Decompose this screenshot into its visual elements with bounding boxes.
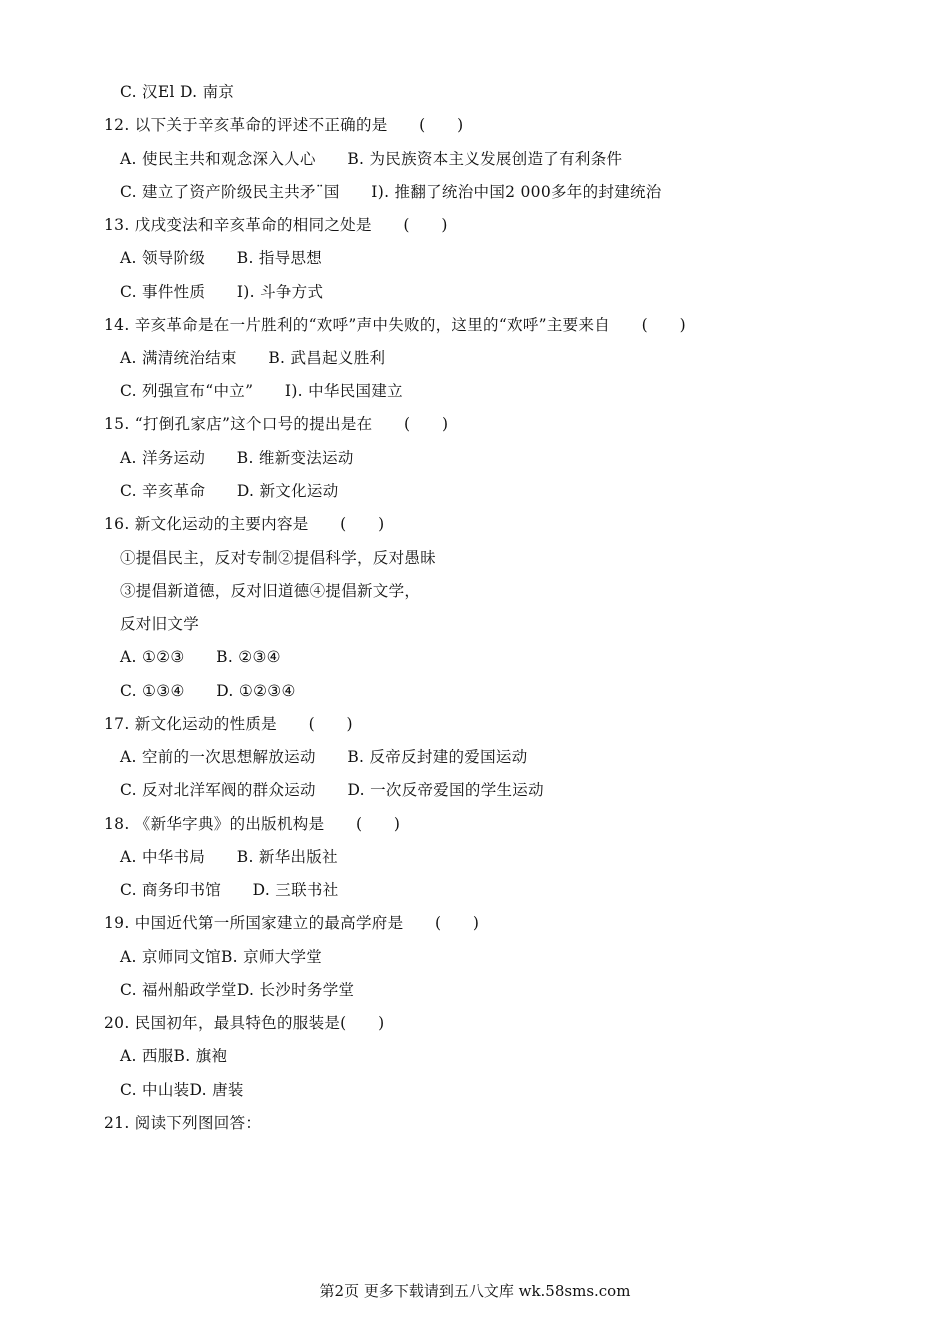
q14-options-ab: A. 满清统治结束 B. 武昌起义胜利 — [120, 349, 386, 367]
q11-options-cd: C. 汉El D. 南京 — [120, 83, 235, 101]
q12-options-ab: A. 使民主共和观念深入人心 B. 为民族资本主义发展创造了有利条件 — [120, 150, 623, 168]
q20-options-ab: A. 西服B. 旗袍 — [120, 1047, 228, 1065]
q13-options-cd: C. 事件性质 I). 斗争方式 — [120, 283, 324, 301]
question-14: 14. 辛亥革命是在一片胜利的“欢呼”声中失败的，这里的“欢呼”主要来自 ( ) — [104, 316, 686, 334]
question-18: 18. 《新华字典》的出版机构是 ( ) — [104, 815, 401, 833]
q17-options-cd: C. 反对北洋军阀的群众运动 D. 一次反帝爱国的学生运动 — [120, 781, 544, 799]
q13-options-ab: A. 领导阶级 B. 指导思想 — [120, 249, 323, 267]
q16-statement-1-2: ①提倡民主，反对专制②提倡科学，反对愚昧 — [120, 549, 437, 567]
question-12: 12. 以下关于辛亥革命的评述不正确的是 ( ) — [104, 116, 464, 134]
q20-options-cd: C. 中山装D. 唐装 — [120, 1081, 244, 1099]
question-17: 17. 新文化运动的性质是 ( ) — [104, 715, 353, 733]
question-16: 16. 新文化运动的主要内容是 ( ) — [104, 515, 385, 533]
question-19: 19. 中国近代第一所国家建立的最高学府是 ( ) — [104, 914, 480, 932]
question-20: 20. 民国初年，最具特色的服装是( ) — [104, 1014, 385, 1032]
q16-statement-3-4: ③提倡新道德，反对旧道德④提倡新文学， — [120, 582, 421, 600]
q15-options-ab: A. 洋务运动 B. 维新变法运动 — [120, 449, 354, 467]
q19-options-ab: A. 京师同文馆B. 京师大学堂 — [120, 948, 323, 966]
q14-options-cd: C. 列强宣布“中立” I). 中华民国建立 — [120, 382, 403, 400]
q19-options-cd: C. 福州船政学堂D. 长沙时务学堂 — [120, 981, 355, 999]
q12-options-cd: C. 建立了资产阶级民主共矛¨国 I). 推翻了统治中国2 000多年的封建统治 — [120, 183, 662, 201]
q18-options-cd: C. 商务印书馆 D. 三联书社 — [120, 881, 339, 899]
q17-options-ab: A. 空前的一次思想解放运动 B. 反帝反封建的爱国运动 — [120, 748, 528, 766]
question-13: 13. 戊戌变法和辛亥革命的相同之处是 ( ) — [104, 216, 448, 234]
q15-options-cd: C. 辛亥革命 D. 新文化运动 — [120, 482, 339, 500]
question-21: 21. 阅读下列图回答： — [104, 1114, 262, 1132]
page-footer: 第2页 更多下载请到五八文库 wk.58sms.com — [319, 1282, 631, 1300]
q18-options-ab: A. 中华书局 B. 新华出版社 — [120, 848, 338, 866]
q16-options-cd: C. ①③④ D. ①②③④ — [120, 682, 296, 700]
question-15: 15. “打倒孔家店”这个口号的提出是在 ( ) — [104, 415, 449, 433]
q16-options-ab: A. ①②③ B. ②③④ — [120, 648, 281, 666]
q16-statement-4-cont: 反对旧文学 — [120, 615, 200, 633]
